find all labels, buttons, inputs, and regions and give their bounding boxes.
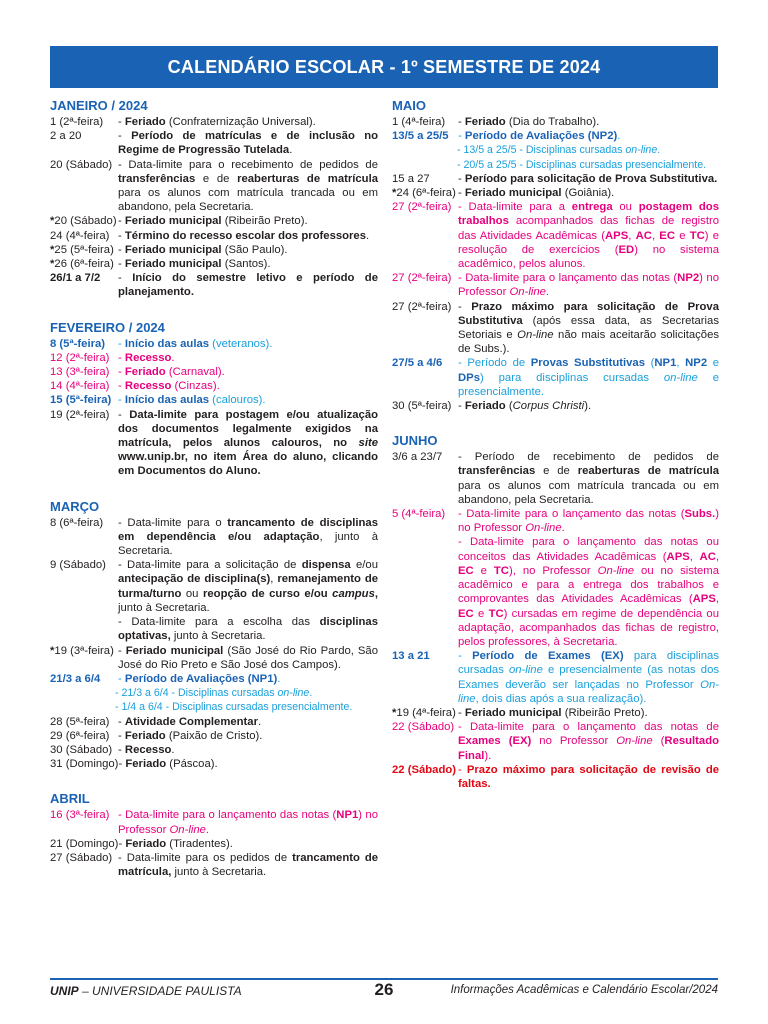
calendar-entry: 21 (Domingo) - Feriado (Tiradentes).	[50, 837, 233, 850]
calendar-entry: 9 (Sábado) - Data-limite para a solicitação de dispensa e/ou antecipação de disciplina(s), remanejamento de turma/turno ou reopção de curso e/ou campus, junto à Secretaria.	[50, 559, 379, 614]
calendar-entry: 22 (Sábado) - Prazo máximo para solicitação de revisão de faltas.	[392, 763, 720, 790]
calendar-entry: *24 (6ª-feira) - Feriado municipal (Goiânia).	[392, 187, 615, 200]
month-heading: FEVEREIRO / 2024	[50, 319, 165, 335]
calendar-entry: 27 (2ª-feira) - Data-limite para o lançamento das notas (NP2) no Professor On-line.	[392, 272, 719, 299]
calendar-entry: 24 (4ª-feira) - Término do recesso escolar dos professores.	[50, 229, 370, 242]
footer-document-title: Informações Acadêmicas e Calendário Escolar/2024	[450, 984, 718, 996]
calendar-entry: 2 a 20 - Período de matrículas e de inclusão no Regime de Progressão Tutelada.	[50, 130, 378, 157]
footer	[50, 982, 718, 1000]
calendar-entry: *25 (5ª-feira) - Feriado municipal (São Paulo).	[50, 243, 288, 256]
page-title: CALENDÁRIO ESCOLAR - 1º SEMESTRE DE 2024	[50, 46, 718, 88]
calendar-entry: 15 a 27 - Período para solicitação de Prova Substitutiva.	[392, 172, 718, 185]
page-number: 26	[374, 980, 394, 999]
calendar-entry: 8 (6ª-feira) - Data-limite para o trancamento de disciplinas em dependência e/ou adaptação, junto à Secretaria.	[50, 516, 378, 558]
calendar-entry: - 20/5 a 25/5 - Disciplinas cursadas presencialmente.	[457, 158, 707, 171]
calendar-entry: 26/1 a 7/2 - Início do semestre letivo e período de planejamento.	[50, 272, 378, 299]
calendar-entry: 27/5 a 4/6 - Período de Provas Substitutivas (NP1, NP2 e DPs) para disciplinas cursadas on-line e presencialmente.	[392, 357, 720, 398]
month-heading: MAIO	[392, 98, 426, 113]
calendar-entry: 8 (5ª-feira) - Início das aulas (veteranos).	[50, 337, 273, 350]
calendar-entry: 14 (4ª-feira) - Recesso (Cinzas).	[50, 380, 220, 393]
calendar-entry: 13 (3ª-feira) - Feriado (Carnaval).	[50, 366, 225, 379]
calendar-entry: 12 (2ª-feira) - Recesso.	[50, 351, 175, 364]
calendar-entry: 27 (Sábado) - Data-limite para os pedidos de trancamento de matrícula, junto à Secretaria.	[50, 851, 378, 879]
calendar-entry: - 13/5 a 25/5 - Disciplinas cursadas on-line.	[457, 144, 661, 157]
calendar-entry: 27 (2ª-feira) - Prazo máximo para solicitação de Prova Substitutiva (após essa data, as Secretarias Setoriais e On-line não mais aceitarão solicitações de Subs.).	[392, 300, 720, 356]
month-heading: JUNHO	[392, 433, 438, 449]
calendar-entry: 30 (Sábado) - Recesso.	[50, 743, 175, 756]
calendar-entry: 1 (4ª-feira) - Feriado (Dia do Trabalho).	[392, 116, 600, 128]
calendar-entry: 15 (5ª-feira) - Início das aulas (calouros).	[50, 394, 266, 407]
calendar-entry: - Data-limite para o lançamento das notas ou conceitos das Atividades Acadêmicas (APS, AC, EC e TC), no Professor On-line ou no sistema acadêmico e para a entrega dos trabalhos e comprovantes das Atividades Acadêmicas (APS, EC e TC) cursadas em regime de dependência ou adaptação, acompanhados das fichas de registro, pelos professores, à Secretaria.	[458, 536, 720, 648]
calendar-entry: *20 (Sábado) - Feriado municipal (Ribeirão Preto).	[50, 215, 308, 228]
calendar-entry: 3/6 a 23/7 - Período de recebimento de pedidos de transferências e de reaberturas de matrícula para os alunos com matrícula trancada ou em abandono, pela Secretaria.	[392, 451, 720, 506]
calendar-entry: 1 (2ª-feira) - Feriado (Confraternização Universal).	[50, 116, 316, 128]
calendar-entry: - 1/4 a 6/4 - Disciplinas cursadas presencialmente.	[115, 701, 353, 714]
month-heading: MARÇO	[50, 498, 100, 514]
calendar-entry: 13/5 a 25/5 - Período de Avaliações (NP2).	[392, 130, 621, 143]
calendar-entry: 28 (5ª-feira) - Atividade Complementar.	[50, 715, 262, 728]
left-column	[50, 98, 378, 879]
calendar-entry: *26 (6ª-feira) - Feriado municipal (Santos).	[50, 258, 271, 271]
calendar-entry: - Data-limite para a escolha das disciplinas optativas, junto à Secretaria.	[118, 616, 378, 643]
calendar-entry: *19 (4ª-feira) - Feriado municipal (Ribeirão Preto).	[392, 706, 648, 719]
calendar-entry: *19 (3ª-feira) - Feriado municipal (São José do Rio Pardo, São José do Rio Preto e São José dos Campos).	[50, 644, 379, 671]
calendar-entry: 21/3 a 6/4 - Período de Avaliações (NP1).	[50, 672, 281, 685]
calendar-entry: 30 (5ª-feira) - Feriado (Corpus Christi).	[392, 400, 592, 413]
calendar-entry: - 21/3 a 6/4 - Disciplinas cursadas on-line.	[115, 687, 313, 700]
calendar-entry: 31 (Domingo) - Feriado (Páscoa).	[50, 758, 218, 771]
calendar-entry: 29 (6ª-feira) - Feriado (Paixão de Cristo).	[50, 729, 263, 742]
footer-org: UNIP – UNIVERSIDADE PAULISTA	[50, 984, 242, 998]
calendar-entry: 5 (4ª-feira) - Data-limite para o lançamento das notas (Subs.) no Professor On-line.	[392, 508, 719, 535]
calendar-entry: 16 (3ª-feira) - Data-limite para o lançamento das notas (NP1) no Professor On-line.	[50, 809, 378, 836]
month-heading: ABRIL	[50, 791, 90, 807]
calendar-entry: 22 (Sábado) - Data-limite para o lançamento das notas de Exames (EX) no Professor On-line (Resultado Final).	[392, 721, 720, 762]
calendar-entry: 20 (Sábado) - Data-limite para o recebimento de pedidos de transferências e de reaberturas de matrícula para os alunos com matrícula trancada ou em abandono, pela Secretaria.	[50, 158, 378, 214]
right-column	[392, 98, 719, 791]
month-heading: JANEIRO / 2024	[50, 98, 148, 113]
calendar-entry: 27 (2ª-feira) - Data-limite para a entrega ou postagem dos trabalhos acompanhados das fichas de registro das Atividades Acadêmicas (APS, AC, EC e TC) e resolução de exercícios (ED) no sistema acadêmico, pelos alunos.	[392, 201, 720, 271]
calendar-entry: 13 a 21 - Período de Exames (EX) para disciplinas cursadas on-line e presencialmente (as notas dos Exames deverão ser lançadas no Professor On-line, dois dias após a sua realização).	[392, 650, 719, 705]
calendar-entry: 19 (2ª-feira) - Data-limite para postagem e/ou atualização dos documentos legalmente exigidos na matrícula, pelos alunos calouros, no site www.unip.br, no item Área do aluno, clicando em Documentos do Aluno.	[50, 408, 379, 478]
